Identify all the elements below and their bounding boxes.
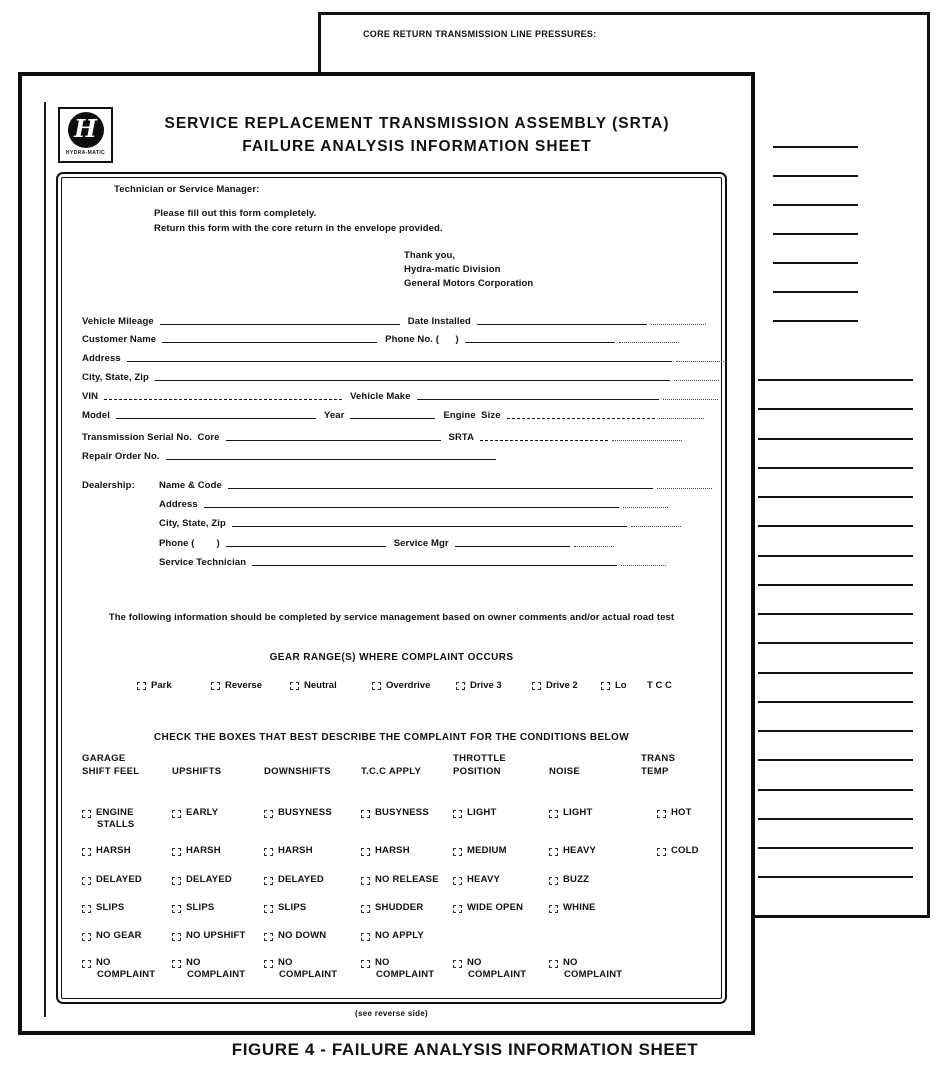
road-test-note: The following information should be completed by service management based on owner comments and/or actual road test: [108, 612, 675, 623]
field-label: Customer Name: [82, 334, 157, 345]
form-field-row: [82, 410, 712, 421]
complaint-option: [361, 807, 429, 819]
fill-line-dotted: [612, 440, 682, 441]
grid-header-line: SHIFT FEEL: [82, 766, 140, 777]
checkbox-icon: [361, 848, 370, 856]
complaint-option: [453, 845, 507, 857]
form-field-row: [82, 432, 690, 443]
complaint-option-label: SLIPS: [186, 902, 215, 913]
fill-line: [480, 440, 608, 441]
complaint-option: [549, 807, 593, 819]
gear-option: [532, 680, 578, 691]
grid-column-header: [453, 748, 506, 778]
checkbox-icon: [453, 848, 462, 856]
complaint-option-label: COMPLAINT: [376, 969, 435, 980]
complaint-option: [264, 930, 326, 942]
fill-line: [417, 399, 659, 400]
gear-option-label: Drive 2: [546, 680, 578, 691]
complaint-option: [453, 957, 526, 981]
complaint-option-label: NO RELEASE: [375, 874, 439, 885]
closing-text-2: Hydra-matic Division: [404, 264, 501, 275]
complaint-option: [82, 902, 124, 914]
fill-line: [455, 546, 570, 547]
fill-line: [226, 440, 441, 441]
form-field-row: [82, 391, 726, 402]
complaint-option: [172, 902, 214, 914]
complaint-option-label: NO APPLY: [375, 930, 424, 941]
complaint-option: [453, 807, 497, 819]
checkbox-icon: [549, 848, 558, 856]
grid-column-header: [264, 748, 331, 778]
complaint-option-label: EARLY: [186, 807, 219, 818]
complaint-option: [172, 807, 218, 819]
grid-column-header: [641, 748, 675, 778]
fill-line-dotted: [674, 380, 719, 381]
fill-line: [104, 399, 342, 400]
checkbox-icon: [456, 682, 465, 690]
complaint-option-label: LIGHT: [467, 807, 497, 818]
complaint-option-label: BUSYNESS: [278, 807, 332, 818]
complaint-option-label: HEAVY: [563, 845, 597, 856]
fill-line-dotted: [631, 526, 681, 527]
complaint-option-label: COMPLAINT: [564, 969, 623, 980]
fill-line: [155, 380, 670, 381]
form-field-row: [159, 557, 674, 568]
instruction-text-1: Please fill out this form completely.: [154, 208, 317, 219]
complaint-option: [172, 845, 221, 857]
field-label: Vehicle Make: [350, 391, 411, 402]
fill-line-dotted: [651, 324, 706, 325]
fill-line: [116, 418, 316, 419]
checkbox-icon: [82, 933, 91, 941]
fill-line-dotted: [676, 361, 726, 362]
checkbox-icon: [453, 877, 462, 885]
gear-option: [211, 680, 262, 691]
complaint-option-label: WIDE OPEN: [467, 902, 524, 913]
complaint-option: [82, 807, 134, 831]
checkbox-icon: [361, 877, 370, 885]
hydramatic-logo: [58, 107, 113, 163]
complaint-option-label: HOT: [671, 807, 692, 818]
checkbox-icon: [172, 933, 181, 941]
complaint-option: [549, 957, 622, 981]
checkbox-icon: [361, 960, 370, 968]
closing-text-1: Thank you,: [404, 250, 456, 261]
checkbox-icon: [172, 848, 181, 856]
checkbox-icon: [82, 960, 91, 968]
instruction-text-2: Return this form with the core return in the envelope provided.: [154, 223, 443, 234]
field-label: Repair Order No.: [82, 451, 160, 462]
ruled-line: [758, 467, 913, 469]
checkbox-icon: [82, 877, 91, 885]
complaint-option: [549, 902, 596, 914]
complaint-option: [549, 845, 596, 857]
complaint-instruction: CHECK THE BOXES THAT BEST DESCRIBE THE COMPLAINT FOR THE CONDITIONS BELOW: [153, 732, 630, 743]
complaint-option: [453, 874, 500, 886]
ruled-line: [773, 320, 858, 322]
checkbox-icon: [532, 682, 541, 690]
field-label: Model: [82, 410, 110, 421]
field-label: Address: [159, 499, 198, 510]
checkbox-icon: [172, 960, 181, 968]
checkbox-icon: [361, 933, 370, 941]
checkbox-icon: [137, 682, 146, 690]
gear-option-label: T C C: [647, 680, 672, 691]
form-field-row: [82, 372, 727, 383]
ruled-line: [758, 408, 913, 410]
checkbox-icon: [361, 810, 370, 818]
ruled-line: [758, 730, 913, 732]
field-label: Date Installed: [407, 316, 471, 327]
checkbox-icon: [453, 905, 462, 913]
fill-line-dotted: [659, 418, 704, 419]
grid-header-line: TRANS: [641, 753, 676, 764]
fill-line: [162, 342, 377, 343]
checkbox-icon: [657, 848, 666, 856]
form-field-row: [159, 480, 720, 491]
complaint-option-label: MEDIUM: [467, 845, 507, 856]
form-title-line1: SERVICE REPLACEMENT TRANSMISSION ASSEMBLY (SRTA): [164, 115, 670, 132]
form-field-row: [82, 451, 504, 462]
fill-line-dotted: [619, 342, 679, 343]
complaint-option-label: NO: [96, 957, 111, 968]
gear-option-label: Overdrive: [386, 680, 431, 691]
complaint-option-label: SLIPS: [278, 902, 307, 913]
checkbox-icon: [172, 905, 181, 913]
form-field-row: [82, 316, 714, 327]
complaint-option-label: COMPLAINT: [468, 969, 527, 980]
grid-column-header: [361, 748, 421, 778]
checkbox-icon: [549, 905, 558, 913]
grid-header-line: DOWNSHIFTS: [264, 766, 331, 777]
complaint-option: [264, 902, 306, 914]
form-field-row: [159, 538, 622, 549]
complaint-option: [172, 874, 232, 886]
gear-option: [647, 680, 672, 691]
gear-option: [372, 680, 430, 691]
ruled-line: [758, 818, 913, 820]
checkbox-icon: [172, 810, 181, 818]
ruled-line: [773, 262, 858, 264]
salutation-text: Technician or Service Manager:: [114, 184, 260, 195]
checkbox-icon: [372, 682, 381, 690]
inner-rule-line: [44, 102, 46, 1017]
form-title: [117, 112, 717, 158]
checkbox-icon: [453, 960, 462, 968]
checkbox-icon: [601, 682, 610, 690]
complaint-option: [172, 930, 246, 942]
form-field-row: [159, 518, 689, 529]
complaint-option-label: STALLS: [97, 819, 135, 830]
complaint-option-label: BUZZ: [563, 874, 590, 885]
complaint-option-label: NO: [563, 957, 578, 968]
complaint-option-label: COLD: [671, 845, 699, 856]
field-label: Engine Size: [443, 410, 501, 421]
complaint-option-label: ENGINE: [96, 807, 134, 818]
ruled-line: [758, 847, 913, 849]
complaint-option-label: SLIPS: [96, 902, 125, 913]
complaint-option-label: COMPLAINT: [187, 969, 246, 980]
ruled-line: [773, 233, 858, 235]
grid-header-line: GARAGE: [82, 753, 126, 764]
gear-option-label: Lo: [615, 680, 627, 691]
dealership-label: Dealership:: [82, 480, 135, 491]
ruled-line: [758, 672, 913, 674]
field-label: Name & Code: [159, 480, 222, 491]
grid-column-header: [82, 748, 139, 778]
ruled-line: [758, 379, 913, 381]
checkbox-icon: [264, 960, 273, 968]
complaint-option: [264, 807, 332, 819]
fill-line: [226, 546, 386, 547]
ruled-line: [773, 204, 858, 206]
gear-range-heading: GEAR RANGE(S) WHERE COMPLAINT OCCURS: [269, 652, 514, 663]
complaint-option-label: SHUDDER: [375, 902, 424, 913]
form-field-row: [82, 353, 734, 364]
complaint-option-label: HEAVY: [467, 874, 501, 885]
ruled-line: [758, 642, 913, 644]
fill-line: [228, 488, 653, 489]
gear-option-label: Park: [151, 680, 172, 691]
ruled-line: [758, 701, 913, 703]
checkbox-icon: [453, 810, 462, 818]
checkbox-icon: [82, 905, 91, 913]
field-label: VIN: [82, 391, 99, 402]
ruled-line: [758, 496, 913, 498]
checkbox-icon: [82, 848, 91, 856]
complaint-option-label: HARSH: [278, 845, 313, 856]
complaint-option-label: COMPLAINT: [97, 969, 156, 980]
checkbox-icon: [264, 877, 273, 885]
gear-option-label: Drive 3: [470, 680, 502, 691]
ruled-line: [758, 525, 913, 527]
grid-header-line: TEMP: [641, 766, 669, 777]
complaint-option-label: NO GEAR: [96, 930, 142, 941]
grid-header-line: T.C.C APPLY: [361, 766, 422, 777]
complaint-option-label: HARSH: [375, 845, 410, 856]
complaint-option: [657, 807, 692, 819]
complaint-option-label: DELAYED: [278, 874, 324, 885]
fill-line: [204, 507, 619, 508]
gear-option: [137, 680, 172, 691]
field-label: City, State, Zip: [82, 372, 149, 383]
hydramatic-logo-icon: H: [68, 112, 104, 148]
fill-line: [477, 324, 647, 325]
field-label: SRTA: [448, 432, 475, 443]
checkbox-icon: [264, 810, 273, 818]
checkbox-icon: [361, 905, 370, 913]
ruled-line: [758, 584, 913, 586]
back-sheet-heading: CORE RETURN TRANSMISSION LINE PRESSURES:: [363, 29, 597, 39]
complaint-option: [361, 930, 424, 942]
field-label: Address: [82, 353, 121, 364]
complaint-option-label: COMPLAINT: [279, 969, 338, 980]
ruled-line: [758, 555, 913, 557]
checkbox-icon: [264, 848, 273, 856]
checkbox-icon: [264, 905, 273, 913]
figure-caption: FIGURE 4 - FAILURE ANALYSIS INFORMATION SHEET: [231, 1040, 699, 1059]
fill-line: [166, 459, 496, 460]
fill-line: [252, 565, 617, 566]
gear-option: [601, 680, 627, 691]
complaint-option-label: NO DOWN: [278, 930, 327, 941]
field-label: Vehicle Mileage: [82, 316, 154, 327]
complaint-option: [82, 930, 142, 942]
complaint-option: [657, 845, 699, 857]
gear-option: [456, 680, 502, 691]
fill-line: [507, 418, 655, 419]
fill-line-dotted: [657, 488, 712, 489]
grid-header-line: NOISE: [549, 766, 581, 777]
complaint-option: [82, 957, 155, 981]
fill-line: [465, 342, 615, 343]
checkbox-icon: [549, 810, 558, 818]
complaint-option-label: WHINE: [563, 902, 596, 913]
ruled-line: [758, 438, 913, 440]
gear-option-label: Reverse: [225, 680, 262, 691]
checkbox-icon: [549, 877, 558, 885]
gear-option-label: Neutral: [304, 680, 337, 691]
complaint-option-label: HARSH: [186, 845, 221, 856]
grid-header-line: POSITION: [453, 766, 501, 777]
ruled-line: [758, 613, 913, 615]
complaint-option: [172, 957, 245, 981]
fill-line: [160, 324, 400, 325]
checkbox-icon: [82, 810, 91, 818]
fill-line-dotted: [663, 399, 718, 400]
complaint-option: [264, 874, 324, 886]
fill-line-dotted: [574, 546, 614, 547]
complaint-option: [453, 902, 523, 914]
field-label: Service Technician: [159, 557, 247, 568]
fill-line: [127, 361, 672, 362]
fill-line-dotted: [623, 507, 668, 508]
checkbox-icon: [549, 960, 558, 968]
form-field-row: [82, 334, 687, 345]
grid-column-header: [549, 748, 580, 778]
field-label: Phone ( ): [159, 538, 220, 549]
form-title-line2: FAILURE ANALYSIS INFORMATION SHEET: [242, 138, 592, 155]
complaint-option-label: NO: [375, 957, 390, 968]
complaint-option-label: NO UPSHIFT: [186, 930, 246, 941]
complaint-option-label: HARSH: [96, 845, 131, 856]
complaint-option: [264, 957, 337, 981]
fill-line-dotted: [621, 565, 666, 566]
complaint-option: [82, 845, 131, 857]
field-label: City, State, Zip: [159, 518, 226, 529]
complaint-option-label: NO: [186, 957, 201, 968]
ruled-line: [758, 789, 913, 791]
complaint-option: [264, 845, 313, 857]
checkbox-icon: [264, 933, 273, 941]
complaint-option-label: LIGHT: [563, 807, 593, 818]
complaint-option: [361, 845, 410, 857]
closing-text-3: General Motors Corporation: [404, 278, 534, 289]
checkbox-icon: [657, 810, 666, 818]
field-label: Transmission Serial No. Core: [82, 432, 220, 443]
complaint-option: [361, 902, 423, 914]
checkbox-icon: [172, 877, 181, 885]
gear-option: [290, 680, 337, 691]
field-label: Phone No. ( ): [385, 334, 459, 345]
checkbox-icon: [211, 682, 220, 690]
logo-brand-text: HYDRA-MATIC: [65, 150, 106, 156]
complaint-option-label: BUSYNESS: [375, 807, 429, 818]
complaint-option-label: DELAYED: [186, 874, 232, 885]
complaint-option: [361, 957, 434, 981]
complaint-option-label: NO: [467, 957, 482, 968]
complaint-option-label: NO: [278, 957, 293, 968]
ruled-line: [758, 876, 913, 878]
grid-header-line: THROTTLE: [453, 753, 507, 764]
reverse-side-note: (see reverse side): [354, 1009, 428, 1018]
complaint-option: [549, 874, 589, 886]
fill-line: [350, 418, 435, 419]
complaint-option-label: DELAYED: [96, 874, 142, 885]
complaint-option: [82, 874, 142, 886]
complaint-option: [361, 874, 439, 886]
form-field-row: [159, 499, 676, 510]
field-label: Year: [323, 410, 345, 421]
front-sheet: [18, 72, 755, 1035]
field-label: Service Mgr: [393, 538, 449, 549]
checkbox-icon: [290, 682, 299, 690]
ruled-line: [773, 146, 858, 148]
grid-header-line: UPSHIFTS: [172, 766, 222, 777]
ruled-line: [758, 759, 913, 761]
fill-line: [232, 526, 627, 527]
ruled-line: [773, 175, 858, 177]
ruled-line: [773, 291, 858, 293]
grid-column-header: [172, 748, 221, 778]
